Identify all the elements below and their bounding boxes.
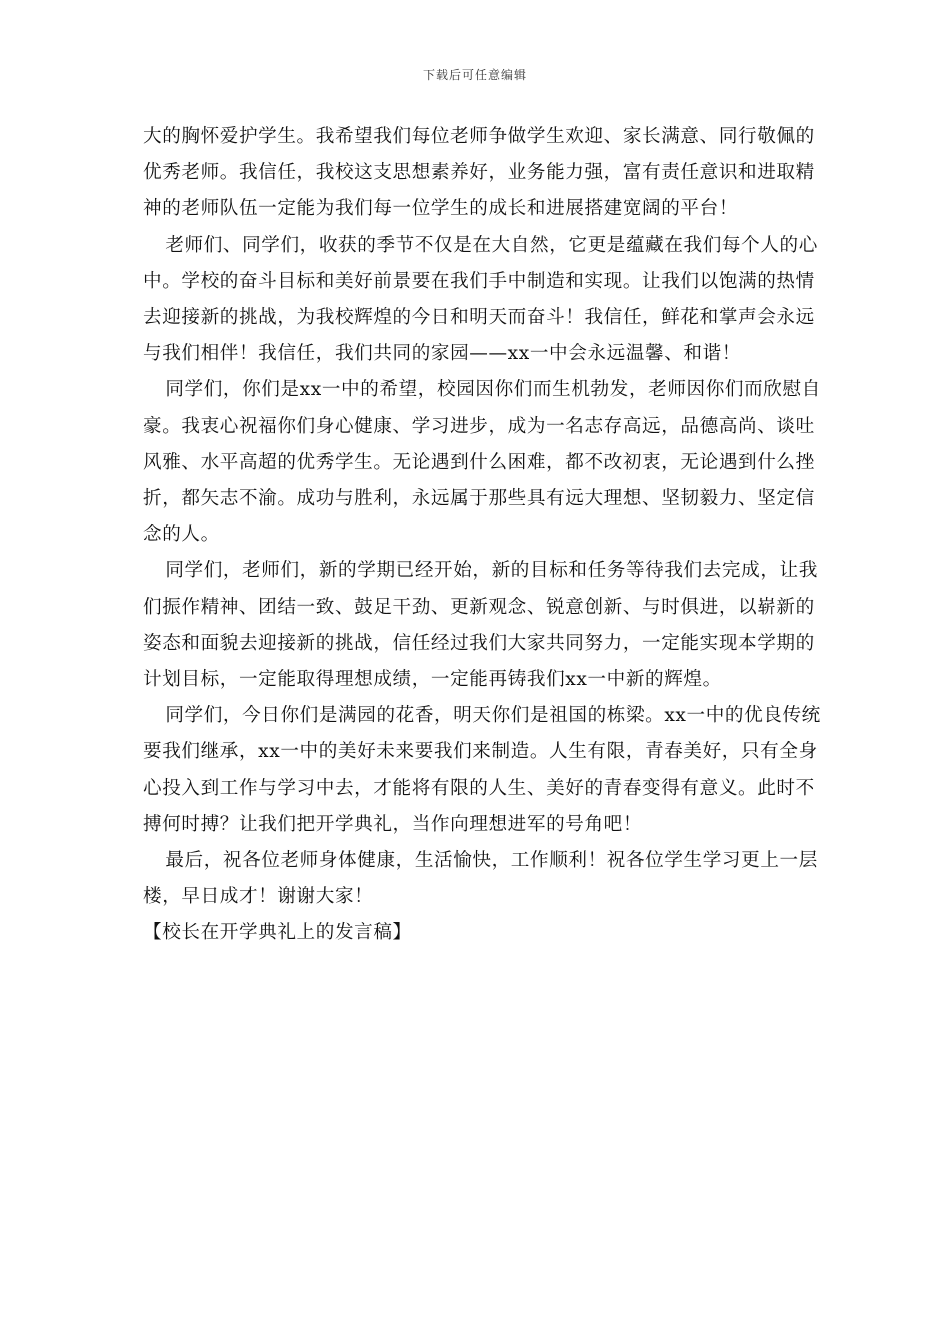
page-header: 下载后可任意编辑	[422, 68, 527, 82]
paragraph: 同学们，今日你们是满园的花香，明天你们是祖国的栋梁。xx一中的优良传统要我们继承，xx一中的美好未来要我们来制造。人生有限，青春美好，只有全身心投入到工作与学习中去，才能将有限的人生、美好的青春变得有意义。此时不搏何时搏？让我们把开学典礼，当作向理想进军的号角吧！	[143, 705, 821, 835]
paragraph: 最后，祝各位老师身体健康，生活愉快，工作顺利！祝各位学生学习更上一层楼，早日成才！谢谢大家！	[143, 850, 818, 908]
document-title: 【校长在开学典礼上的发言稿】	[143, 922, 412, 944]
paragraph: 大的胸怀爱护学生。我希望我们每位老师争做学生欢迎、家长满意、同行敬佩的优秀老师。我信任，我校这支思想素养好，业务能力强，富有责任意识和进取精神的老师队伍一定能为我们每一位学生的成长和进展搭建宽阔的平台！	[143, 126, 815, 220]
document-body	[143, 119, 823, 952]
paragraph: 老师们、同学们，收获的季节不仅是在大自然，它更是蕴藏在我们每个人的心中。学校的奋斗目标和美好前景要在我们手中制造和实现。让我们以饱满的热情去迎接新的挑战，为我校辉煌的今日和明天而奋斗！我信任，鲜花和掌声会永远与我们相伴！我信任，我们共同的家园——xx一中会永远温馨、和谐！	[143, 234, 818, 365]
paragraph: 同学们，你们是xx一中的希望，校园因你们而生机勃发，老师因你们而欣慰自豪。我衷心祝福你们身心健康、学习进步，成为一名志存高远，品德高尚、谈吐风雅、水平高超的优秀学生。无论遇到什么困难，都不改初衷，无论遇到什么挫折，都矢志不渝。成功与胜利，永远属于那些具有远大理想、坚韧毅力、坚定信念的人。	[143, 379, 821, 546]
paragraph: 同学们，老师们，新的学期已经开始，新的目标和任务等待我们去完成，让我们振作精神、团结一致、鼓足干劲、更新观念、锐意创新、与时俱进，以崭新的姿态和面貌去迎接新的挑战，信任经过我们大家共同努力，一定能实现本学期的计划目标，一定能取得理想成绩，一定能再铸我们xx一中新的辉煌。	[143, 560, 818, 691]
